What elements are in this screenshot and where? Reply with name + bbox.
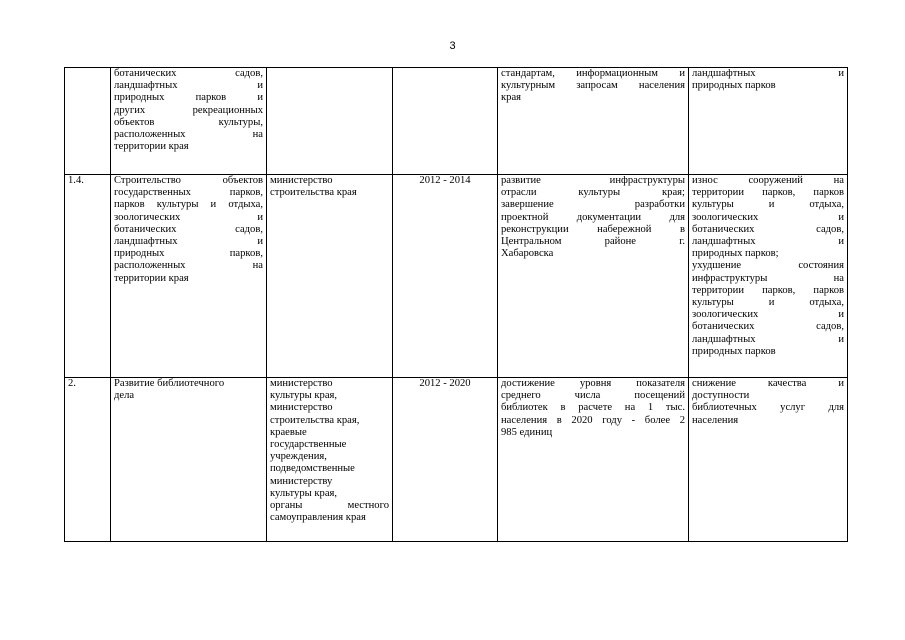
text-line: министерству xyxy=(270,475,333,487)
text-line: реконструкции набережной в xyxy=(501,223,685,235)
text-line: учреждения, xyxy=(270,451,327,463)
text-line: территории края xyxy=(114,141,189,153)
text-line: территории парков, парков xyxy=(692,187,844,199)
cell-result xyxy=(498,68,689,175)
text-line: ботанических садов, xyxy=(692,321,844,333)
text-line: среднего числа посещений xyxy=(501,390,685,402)
text-line: территории края xyxy=(114,272,189,284)
text-line: инфраструктуры на xyxy=(692,272,844,284)
text-line: стандартам, информационным и xyxy=(501,68,685,79)
text-line: других рекреационных xyxy=(114,104,263,116)
text-line: природных парков и xyxy=(114,92,263,104)
text-line: доступности xyxy=(692,390,750,402)
text-line: краевые xyxy=(270,426,307,438)
text-line: библиотек в расчете на 1 тыс. xyxy=(501,402,685,414)
cell-period xyxy=(393,68,498,175)
text-line: проектной документации для xyxy=(501,211,685,223)
text-line: достижение уровня показателя xyxy=(501,378,685,389)
cell-number: 2. xyxy=(65,378,111,542)
text-line: культурным запросам населения xyxy=(501,80,685,92)
table-row xyxy=(65,68,848,175)
text-line: расположенных на xyxy=(114,129,263,141)
text-line: министерство xyxy=(270,402,333,414)
table-row xyxy=(65,175,848,378)
text-line: природных парков xyxy=(692,345,776,357)
text-line: культуры и отдыха, xyxy=(692,199,844,211)
text-line: природных парков xyxy=(692,80,776,92)
text-line: зоологических и xyxy=(692,211,844,223)
cell-measure-name xyxy=(111,378,267,542)
table-row xyxy=(65,378,848,542)
text-line: ландшафтных и xyxy=(692,236,844,248)
text-line: самоуправления края xyxy=(270,512,366,524)
cell-measure-name xyxy=(111,68,267,175)
text-line: ухудшение состояния xyxy=(692,260,844,272)
text-line: Развитие библиотечного xyxy=(114,378,225,389)
text-line: края xyxy=(501,92,522,104)
text-line: ландшафтных и xyxy=(692,333,844,345)
cell-result xyxy=(498,175,689,378)
text-line: зоологических и xyxy=(114,211,263,223)
text-line: культуры и отдыха, xyxy=(692,297,844,309)
text-line: территории парков, парков xyxy=(692,284,844,296)
cell-number: 1.4. xyxy=(65,175,111,378)
text-line: завершение разработки xyxy=(501,199,685,211)
text-line: населения xyxy=(692,414,739,426)
text-line: развитие инфраструктуры xyxy=(501,175,685,186)
text-line: ландшафтных и xyxy=(114,80,263,92)
cell-executor xyxy=(267,378,393,542)
text-line: ботанических садов, xyxy=(114,68,263,79)
measures-table xyxy=(64,67,848,542)
text-line: Хабаровска xyxy=(501,248,554,260)
text-line: Центральном районе г. xyxy=(501,236,685,248)
text-line: ботанических садов, xyxy=(114,223,263,235)
cell-period: 2012 - 2014 xyxy=(393,175,498,378)
cell-number xyxy=(65,68,111,175)
text-line: расположенных на xyxy=(114,260,263,272)
text-line: дела xyxy=(114,390,135,402)
text-line: ландшафтных и xyxy=(114,236,263,248)
cell-executor xyxy=(267,68,393,175)
text-line: строительства края, xyxy=(270,414,360,426)
text-line: ботанических садов, xyxy=(692,223,844,235)
text-line: библиотечных услуг для xyxy=(692,402,844,414)
text-line: отрасли культуры края; xyxy=(501,187,685,199)
text-line: снижение качества и xyxy=(692,378,844,389)
text-line: государственных парков, xyxy=(114,187,263,199)
text-line: износ сооружений на xyxy=(692,175,844,186)
text-line: зоологических и xyxy=(692,309,844,321)
text-line: органы местного xyxy=(270,500,389,512)
cell-result xyxy=(498,378,689,542)
text-line: строительства края xyxy=(270,187,357,199)
text-line: ландшафтных и xyxy=(692,68,844,79)
cell-risk xyxy=(689,378,848,542)
text-line: Строительство объектов xyxy=(114,175,263,186)
text-line: природных парков; xyxy=(692,248,779,260)
text-line: подведомственные xyxy=(270,463,355,475)
text-line: населения в 2020 году - более 2 xyxy=(501,414,685,426)
cell-risk xyxy=(689,68,848,175)
text-line: министерство xyxy=(270,378,333,389)
cell-measure-name xyxy=(111,175,267,378)
text-line: культуры края, xyxy=(270,487,338,499)
text-line: природных парков, xyxy=(114,248,263,260)
text-line: парков культуры и отдыха, xyxy=(114,199,263,211)
text-line: министерство xyxy=(270,175,333,186)
text-line: культуры края, xyxy=(270,390,338,402)
cell-risk xyxy=(689,175,848,378)
page-number: 3 xyxy=(449,40,456,52)
text-line: объектов культуры, xyxy=(114,116,263,128)
text-line: государственные xyxy=(270,439,347,451)
cell-executor xyxy=(267,175,393,378)
text-line: 985 единиц xyxy=(501,426,553,438)
cell-period: 2012 - 2020 xyxy=(393,378,498,542)
